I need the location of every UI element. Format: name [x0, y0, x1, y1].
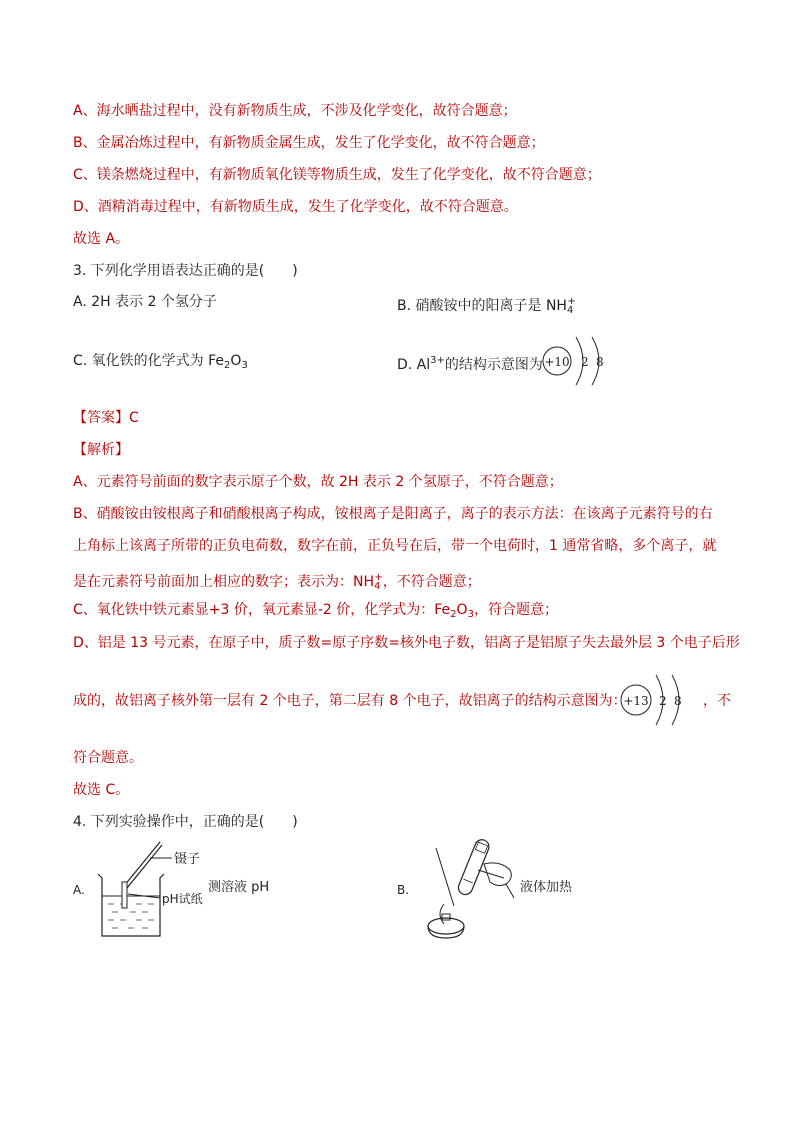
liquid-hatching: [108, 904, 154, 928]
test-tube: [456, 838, 491, 897]
q3-analysis-b-3-text: 是在元素符号前面加上相应的数字；表示为：NH: [73, 574, 374, 590]
q3-option-d-after: 的结构示意图为: [444, 357, 543, 373]
q3-option-b-sub: 4: [566, 305, 574, 316]
liquid-heating-illustration: [414, 834, 524, 942]
analysis-option-d: D、酒精消毒过程中，有新物质生成，发生了化学变化，故不符合题意。: [73, 199, 518, 215]
q3-option-d-text: D. Al: [397, 357, 431, 373]
tweezers-label: 镊子: [174, 852, 201, 867]
q3-option-c: [73, 351, 248, 376]
analysis-label: 【解析】: [73, 442, 129, 458]
q3-analysis-c-sub2: 3: [467, 609, 474, 620]
ph-paper-label: pH试纸: [162, 892, 203, 906]
q3-analysis-c-sub1: 2: [450, 609, 457, 620]
q3-option-c-text: C. 氧化铁的化学式为 Fe: [73, 353, 225, 369]
q3-analysis-b-3-sub: 4: [374, 581, 381, 592]
analysis-option-a: A、海水晒盐过程中，没有新物质生成，不涉及化学变化，故符合题意；: [73, 103, 517, 119]
q3-analysis-c-text: C、氧化铁中铁元素显+3 价，氧元素显-2 价，化学式为：Fe: [73, 602, 451, 618]
q4-option-b-letter: B.: [397, 883, 410, 897]
ph-paper: [122, 882, 127, 908]
q3-analysis-b-1: B、硝酸铵由铵根离子和硝酸根离子构成，铵根离子是阳离子，离子的表示方法：在该离子元素符号的右: [73, 506, 713, 522]
q3-analysis-b-3-sup: +: [374, 572, 383, 583]
ne-ion-structure-diagram: [540, 327, 610, 393]
tweezers: [124, 842, 160, 886]
q3-analysis-d-3: 符合题意。: [73, 750, 143, 766]
nucleus-charge: +10: [544, 355, 570, 369]
q3-analysis-a: A、元素符号前面的数字表示原子个数，故 2H 表示 2 个氢原子，不符合题意；: [73, 474, 563, 490]
analysis-option-b: B、金属冶炼过程中，有新物质金属生成，发生了化学变化，故不符合题意；: [73, 135, 545, 151]
analysis-option-c: C、镁条燃烧过程中，有新物质氧化镁等物质生成，发生了化学变化，故不符合题意；: [73, 167, 601, 183]
q3-option-b-sup: +: [567, 296, 576, 307]
question-4-stem: 4. 下列实验操作中，正确的是( ): [73, 814, 298, 830]
q3-analysis-b-3: [73, 568, 481, 597]
hand: [484, 863, 511, 886]
q4-option-a-letter: A.: [73, 883, 85, 897]
q3-conclusion: 故选 C。: [73, 782, 130, 798]
nucleus-charge: +13: [623, 694, 649, 708]
answer-label: 【答案】C: [73, 410, 139, 426]
shell-2-count: 8: [674, 694, 682, 708]
q3-option-c-sub1: 2: [224, 360, 231, 371]
q3-option-d-sup: 3+: [430, 355, 445, 366]
q3-option-c-o: O: [230, 353, 242, 369]
q3-analysis-b-2: 上角标上该离子所带的正负电荷数，数字在前，正负号在后，带一个电荷时，1 通常省略，多个离子，就: [73, 538, 717, 554]
q4-option-a-caption: 测溶液 pH: [208, 880, 270, 895]
shell-1-count: 2: [581, 355, 589, 369]
q3-analysis-d-1: D、铝是 13 号元素，在原子中，质子数=原子序数=核外电子数，铝离子是铝原子失去最外层 3 个电子后形: [73, 635, 740, 651]
q3-analysis-b-3-tail: ，不符合题意；: [382, 574, 481, 590]
shell-2-count: 8: [596, 355, 604, 369]
shell-1-count: 2: [659, 694, 667, 708]
al-ion-structure-diagram: [616, 665, 691, 735]
q3-option-b: [397, 292, 576, 321]
question-3-stem: 3. 下列化学用语表达正确的是( ): [73, 263, 298, 279]
q3-analysis-c: [73, 600, 558, 625]
test-tube-holder: [478, 870, 504, 878]
q3-analysis-c-tail: ，符合题意；: [473, 602, 558, 618]
q3-analysis-d-2: 成的，故铝离子核外第一层有 2 个电子，第二层有 8 个电子，故铝离子的结构示意图为：: [73, 693, 627, 709]
q3-analysis-c-o: O: [456, 602, 468, 618]
q3-option-c-sub2: 3: [241, 360, 248, 371]
q3-analysis-d-tail: ，不: [703, 693, 731, 709]
q3-option-b-text: B. 硝酸铵中的阳离子是 NH: [397, 298, 567, 314]
q4-option-b-caption: 液体加热: [520, 880, 573, 895]
analysis-conclusion: 故选 A。: [73, 231, 130, 247]
q3-option-d: [397, 351, 543, 375]
q3-option-a: A. 2H 表示 2 个氢分子: [73, 294, 217, 310]
